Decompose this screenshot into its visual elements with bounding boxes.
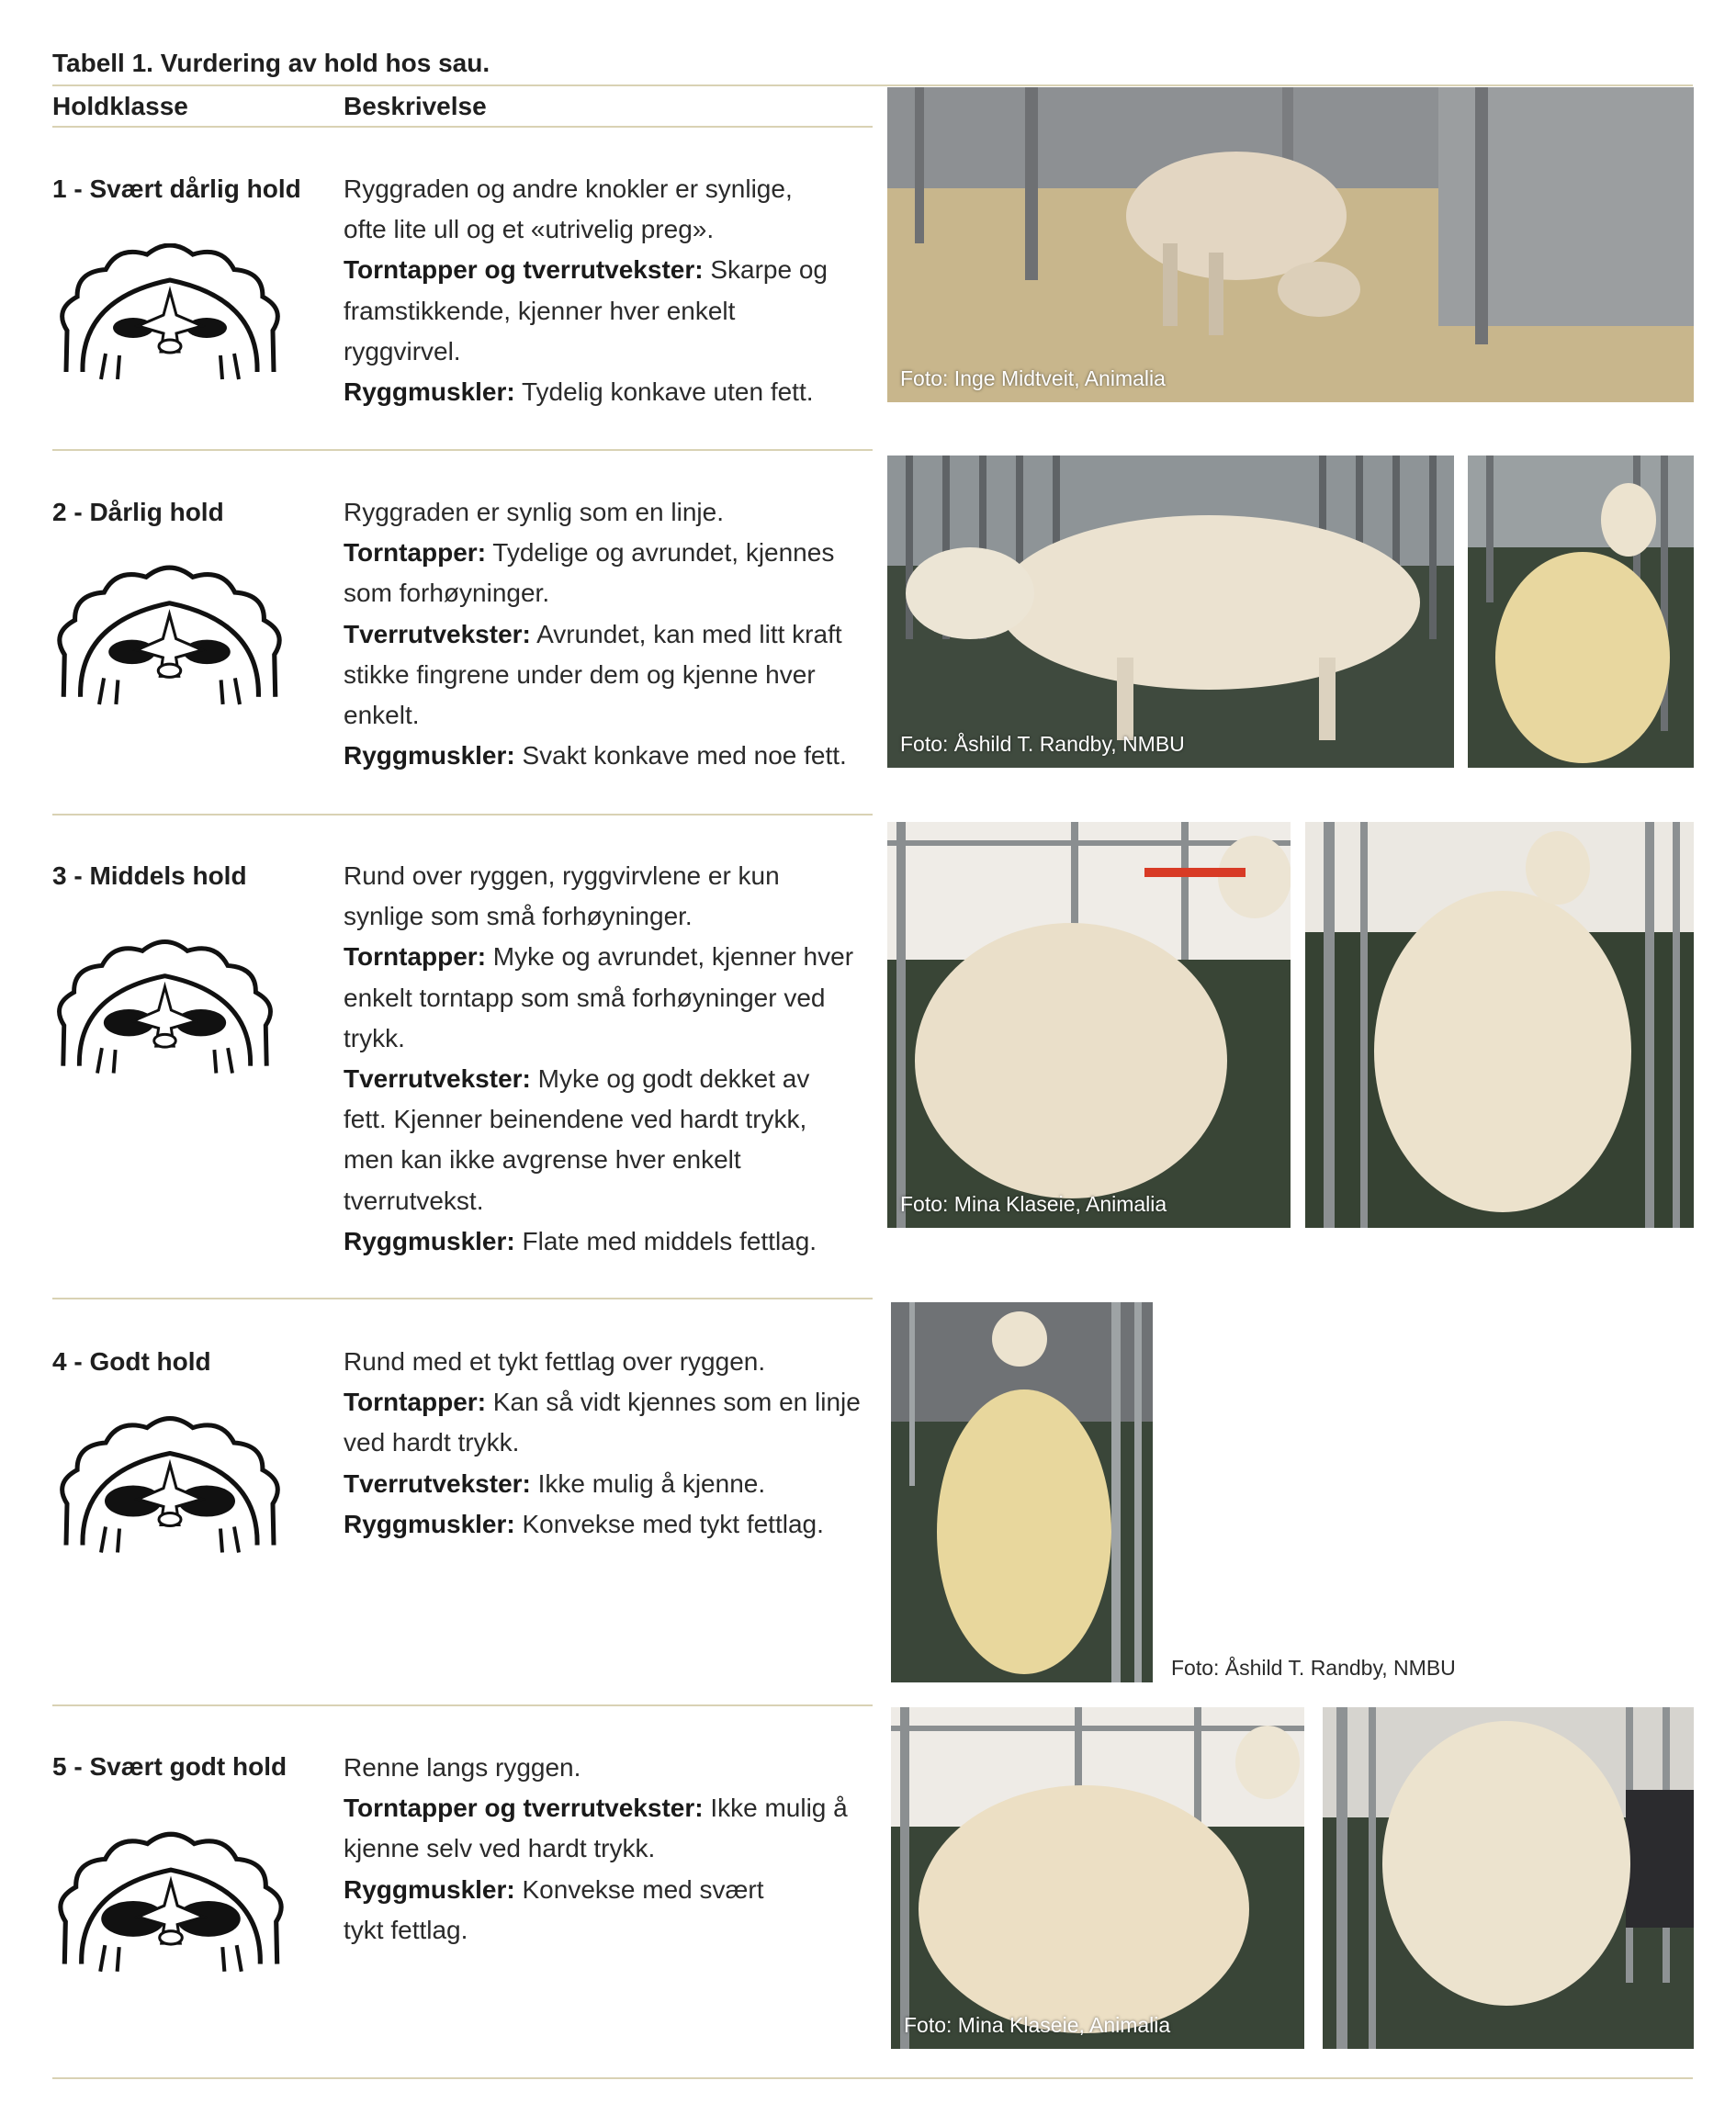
- description-text: kjenne selv ved hardt trykk.: [344, 1834, 656, 1863]
- description-text: Ikke mulig å kjenne.: [530, 1468, 766, 1498]
- spine-cross-section-icon: [52, 939, 277, 1076]
- description-term: Tverrutvekster:: [344, 1468, 531, 1498]
- description-term: Torntapper og tverrutvekster:: [344, 255, 704, 285]
- description-term: Torntapper:: [344, 1388, 487, 1417]
- description-line: [344, 1059, 876, 1099]
- description-text: Skarpe og: [703, 255, 828, 285]
- description-line: [344, 573, 876, 613]
- description-line: [344, 1788, 876, 1828]
- spine-cross-section-icon: [55, 243, 285, 381]
- description-line: [344, 937, 876, 977]
- description-text: stikke fingrene under dem og kjenne hver: [344, 659, 816, 689]
- description-line: [344, 736, 876, 776]
- description-line: [344, 332, 876, 372]
- class-label-5: 5 - Svært godt hold: [52, 1752, 287, 1781]
- header-beskrivelse: Beskrivelse: [344, 92, 487, 120]
- class-label-1: 1 - Svært dårlig hold: [52, 174, 301, 203]
- description-text: Konvekse med svært: [514, 1874, 764, 1904]
- description-text: Avrundet, kan med litt kraft: [530, 619, 842, 648]
- description-line: [344, 1748, 876, 1788]
- description-text: Rund med et tykt fettlag over ryggen.: [344, 1347, 766, 1376]
- description-term: Torntapper og tverrutvekster:: [344, 1794, 704, 1823]
- description-text: Rund over ryggen, ryggvirvlene er kun: [344, 861, 780, 890]
- description-text: Renne langs ryggen.: [344, 1753, 581, 1782]
- header-rule: [52, 126, 873, 128]
- description-line: [344, 209, 876, 250]
- description-term: Ryggmuskler:: [344, 741, 515, 771]
- class-label-3: 3 - Middels hold: [52, 861, 247, 890]
- description-term: Torntapper:: [344, 942, 487, 972]
- spine-cross-section-icon: [55, 1414, 285, 1557]
- top-rule: [52, 84, 1693, 86]
- description-text: Ryggraden er synlig som en linje.: [344, 498, 724, 526]
- description-3: [344, 856, 876, 1262]
- description-text: fett. Kjenner beinendene ved hardt trykk,: [344, 1105, 807, 1134]
- row-rule-1: [52, 449, 873, 451]
- description-line: [344, 856, 876, 896]
- description-line: [344, 1181, 876, 1221]
- description-line: [344, 978, 876, 1018]
- description-line: [344, 1221, 876, 1262]
- description-line: [344, 169, 876, 209]
- table-title: Tabell 1. Vurdering av hold hos sau.: [52, 49, 490, 77]
- description-1: [344, 169, 876, 412]
- description-text: tykt fettlag.: [344, 1915, 468, 1944]
- description-term: Tverrutvekster:: [344, 1064, 531, 1094]
- description-text: Kan så vidt kjennes som en linje: [486, 1388, 861, 1417]
- description-text: Konvekse med tykt fettlag.: [514, 1509, 824, 1538]
- description-line: [344, 291, 876, 332]
- description-line: [344, 1870, 876, 1910]
- sheep-photo-2a: [887, 456, 1454, 768]
- description-text: ryggvirvel.: [344, 336, 461, 366]
- description-line: [344, 372, 876, 412]
- description-line: [344, 1018, 876, 1059]
- description-4: [344, 1342, 876, 1545]
- description-line: [344, 250, 876, 290]
- photo-credit-4: Foto: Åshild T. Randby, NMBU: [1171, 1656, 1456, 1680]
- description-line: [344, 1342, 876, 1382]
- description-term: Ryggmuskler:: [344, 1226, 515, 1255]
- description-line: [344, 1910, 876, 1951]
- description-text: enkelt torntapp som små forhøyninger ved: [344, 983, 826, 1012]
- description-5: [344, 1748, 876, 1951]
- description-line: [344, 533, 876, 573]
- description-line: [344, 614, 876, 655]
- sheep-photo-3b: [1305, 822, 1694, 1228]
- description-2: [344, 492, 876, 776]
- description-line: [344, 1382, 876, 1423]
- description-text: synlige som små forhøyninger.: [344, 902, 693, 931]
- description-text: men kan ikke avgrense hver enkelt: [344, 1145, 741, 1175]
- photo-credit-5: Foto: Mina Klaseie, Animalia: [904, 2013, 1171, 2037]
- description-text: Ryggraden og andre knokler er synlige,: [344, 174, 793, 203]
- sheep-photo-5b: [1323, 1707, 1694, 2049]
- bottom-rule: [52, 2077, 1693, 2079]
- description-term: Tverrutvekster:: [344, 619, 531, 648]
- description-line: [344, 1504, 876, 1545]
- class-label-2: 2 - Dårlig hold: [52, 498, 224, 526]
- row-rule-4: [52, 1704, 873, 1706]
- description-term: Torntapper:: [344, 538, 487, 568]
- description-text: tverrutvekst.: [344, 1186, 484, 1215]
- description-text: ved hardt trykk.: [344, 1428, 520, 1457]
- spine-cross-section-icon: [52, 565, 287, 707]
- description-line: [344, 1099, 876, 1140]
- description-text: Ikke mulig å: [703, 1794, 848, 1823]
- description-text: Myke og avrundet, kjenner hver: [486, 942, 854, 972]
- description-text: trykk.: [344, 1023, 405, 1052]
- sheep-photo-1: [887, 87, 1694, 402]
- row-rule-3: [52, 1298, 873, 1299]
- description-line: [344, 1423, 876, 1463]
- description-text: framstikkende, kjenner hver enkelt: [344, 296, 736, 325]
- sheep-photo-3a: [887, 822, 1291, 1228]
- description-line: [344, 655, 876, 695]
- description-term: Ryggmuskler:: [344, 1874, 515, 1904]
- description-text: enkelt.: [344, 701, 420, 730]
- sheep-photo-5a: [891, 1707, 1304, 2049]
- class-label-4: 4 - Godt hold: [52, 1347, 211, 1376]
- description-line: [344, 492, 876, 533]
- description-text: Tydelige og avrundet, kjennes: [486, 538, 835, 568]
- sheep-photo-4: [891, 1302, 1153, 1682]
- description-text: Tydelig konkave uten fett.: [514, 377, 814, 407]
- description-line: [344, 695, 876, 736]
- description-term: Ryggmuskler:: [344, 1509, 515, 1538]
- description-line: [344, 1828, 876, 1869]
- photo-credit-2: Foto: Åshild T. Randby, NMBU: [900, 732, 1185, 756]
- description-text: ofte lite ull og et «utrivelig preg».: [344, 215, 715, 244]
- description-text: som forhøyninger.: [344, 579, 550, 608]
- description-text: Svakt konkave med noe fett.: [514, 741, 847, 771]
- sheep-photo-2b: [1468, 456, 1694, 768]
- photo-credit-1: Foto: Inge Midtveit, Animalia: [900, 366, 1166, 390]
- photo-credit-3: Foto: Mina Klaseie, Animalia: [900, 1192, 1167, 1216]
- description-line: [344, 1464, 876, 1504]
- spine-cross-section-icon: [53, 1829, 288, 1976]
- description-term: Ryggmuskler:: [344, 377, 515, 407]
- row-rule-2: [52, 814, 873, 816]
- header-holdklasse: Holdklasse: [52, 92, 188, 120]
- description-text: Flate med middels fettlag.: [514, 1226, 817, 1255]
- description-text: Myke og godt dekket av: [530, 1064, 810, 1094]
- description-line: [344, 896, 876, 937]
- description-line: [344, 1140, 876, 1180]
